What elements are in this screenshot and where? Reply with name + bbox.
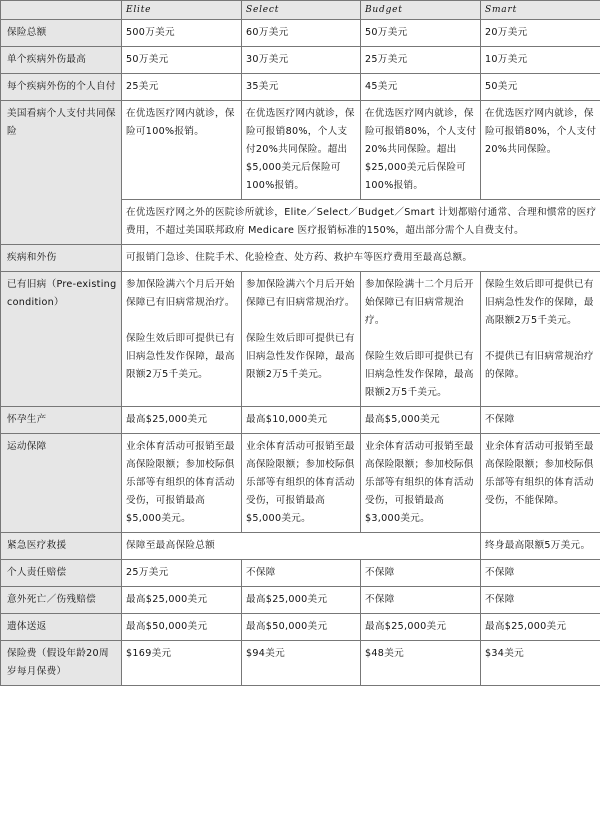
table-cell: 25万美元	[361, 47, 481, 74]
out-of-network-note: 在优选医疗网之外的医院诊所就诊，Elite／Select／Budget／Smart 计划都赔付通常、合理和惯常的医疗费用，不超过美国联邦政府 Medicare 医疗报销标准的150%，超出部分需个人自费支付。	[122, 200, 600, 245]
table-cell: 可报销门急诊、住院手术、化验检查、处方药、救护车等医疗费用至最高总额。	[122, 245, 600, 272]
table-cell: 25万美元	[122, 560, 242, 587]
row-label: 遗体送返	[1, 614, 122, 641]
table-cell	[242, 272, 361, 407]
table-cell: 50万美元	[361, 20, 481, 47]
header-plan-budget: Budget	[361, 1, 481, 20]
row-label: 单个疾病外伤最高	[1, 47, 122, 74]
table-cell: 不保障	[481, 587, 600, 614]
table-row	[1, 47, 600, 74]
table-cell	[361, 272, 481, 407]
cell-paragraph: 参加保险满十二个月后开始保障已有旧病常规治疗。	[365, 279, 474, 326]
table-cell: 最高$50,000美元	[122, 614, 242, 641]
row-label: 已有旧病（Pre-existing condition）	[1, 272, 122, 407]
table-cell: 10万美元	[481, 47, 600, 74]
table-cell: 不保障	[481, 560, 600, 587]
table-cell: 最高$5,000美元	[361, 407, 481, 434]
table-cell: 在优选医疗网内就诊，保险可报销80%，个人支付20%共同保险。超出$5,000美元后保险可100%报销。	[242, 101, 361, 200]
table-cell: 在优选医疗网内就诊，保险可报销80%，个人支付20%共同保险。	[481, 101, 600, 200]
header-plan-select: Select	[242, 1, 361, 20]
table-cell: 500万美元	[122, 20, 242, 47]
row-label: 个人责任赔偿	[1, 560, 122, 587]
row-label: 运动保障	[1, 434, 122, 533]
table-cell: 不保障	[242, 560, 361, 587]
header-blank	[1, 1, 122, 20]
table-cell: $94美元	[242, 641, 361, 686]
table-cell: 50美元	[481, 74, 600, 101]
table-row	[1, 74, 600, 101]
table-cell	[122, 272, 242, 407]
row-label: 每个疾病外伤的个人自付	[1, 74, 122, 101]
table-row	[1, 533, 600, 560]
row-label: 紧急医疗救援	[1, 533, 122, 560]
table-cell: 50万美元	[122, 47, 242, 74]
table-row	[1, 20, 600, 47]
row-label: 意外死亡／伤残赔偿	[1, 587, 122, 614]
table-row	[1, 641, 600, 686]
table-row	[1, 407, 600, 434]
cell-paragraph: 参加保险满六个月后开始保障已有旧病常规治疗。	[126, 279, 235, 308]
cell-paragraph: 保险生效后即可提供已有旧病急性发作保障，最高限额2万5千美元。	[365, 351, 474, 398]
table-cell: 不保障	[361, 560, 481, 587]
table-cell: 最高$25,000美元	[242, 587, 361, 614]
table-cell: 20万美元	[481, 20, 600, 47]
table-cell: 终身最高限额5万美元。	[481, 533, 600, 560]
table-cell: 45美元	[361, 74, 481, 101]
header-plan-smart: Smart	[481, 1, 600, 20]
row-label: 疾病和外伤	[1, 245, 122, 272]
table-cell: 业余体育活动可报销至最高保险限额；参加校际俱乐部等有组织的体育活动受伤，可报销最高 $5,000美元。	[242, 434, 361, 533]
table-cell: 业余体育活动可报销至最高保险限额；参加校际俱乐部等有组织的体育活动受伤，不能保障。	[481, 434, 600, 533]
table-row	[1, 272, 600, 407]
cell-paragraph: 保险生效后即可提供已有旧病急性发作保障，最高限额2万5千美元。	[126, 333, 235, 380]
table-cell: 最高$10,000美元	[242, 407, 361, 434]
header-plan-elite: Elite	[122, 1, 242, 20]
table-row	[1, 245, 600, 272]
table-cell: 在优选医疗网内就诊，保险可100%报销。	[122, 101, 242, 200]
table-cell: 60万美元	[242, 20, 361, 47]
cell-paragraph: 保险生效后即可提供已有旧病急性发作保障，最高限额2万5千美元。	[246, 333, 355, 380]
table-cell	[481, 272, 600, 407]
table-cell: 最高$25,000美元	[122, 407, 242, 434]
cell-paragraph: 不提供已有旧病常规治疗的保障。	[485, 351, 594, 380]
table-row	[1, 101, 600, 200]
table-cell: $34美元	[481, 641, 600, 686]
row-label: 怀孕生产	[1, 407, 122, 434]
table-cell: 业余体育活动可报销至最高保险限额；参加校际俱乐部等有组织的体育活动受伤，可报销最高 $5,000美元。	[122, 434, 242, 533]
table-cell: $169美元	[122, 641, 242, 686]
table-cell: $48美元	[361, 641, 481, 686]
row-label: 保险总额	[1, 20, 122, 47]
table-row	[1, 587, 600, 614]
table-cell: 25美元	[122, 74, 242, 101]
table-row	[1, 560, 600, 587]
table-row	[1, 614, 600, 641]
row-label: 保险费（假设年龄20周岁每月保费）	[1, 641, 122, 686]
table-cell: 最高$25,000美元	[481, 614, 600, 641]
table-cell: 35美元	[242, 74, 361, 101]
table-cell: 最高$50,000美元	[242, 614, 361, 641]
table-cell: 在优选医疗网内就诊，保险可报销80%，个人支付20%共同保险。超出$25,000美元后保险可100%报销。	[361, 101, 481, 200]
table-cell: 业余体育活动可报销至最高保险限额；参加校际俱乐部等有组织的体育活动受伤，可报销最高 $3,000美元。	[361, 434, 481, 533]
table-cell: 不保障	[481, 407, 600, 434]
table-cell: 30万美元	[242, 47, 361, 74]
cell-paragraph: 保险生效后即可提供已有旧病急性发作的保障，最高限额2万5千美元。	[485, 279, 594, 326]
table-cell: 最高$25,000美元	[361, 614, 481, 641]
table-cell: 不保障	[361, 587, 481, 614]
cell-paragraph: 参加保险满六个月后开始保障已有旧病常规治疗。	[246, 279, 355, 308]
table-row	[1, 434, 600, 533]
table-cell: 保障至最高保险总额	[122, 533, 481, 560]
header-row	[1, 1, 600, 20]
row-label: 美国看病个人支付共同保险	[1, 101, 122, 245]
table-cell: 最高$25,000美元	[122, 587, 242, 614]
